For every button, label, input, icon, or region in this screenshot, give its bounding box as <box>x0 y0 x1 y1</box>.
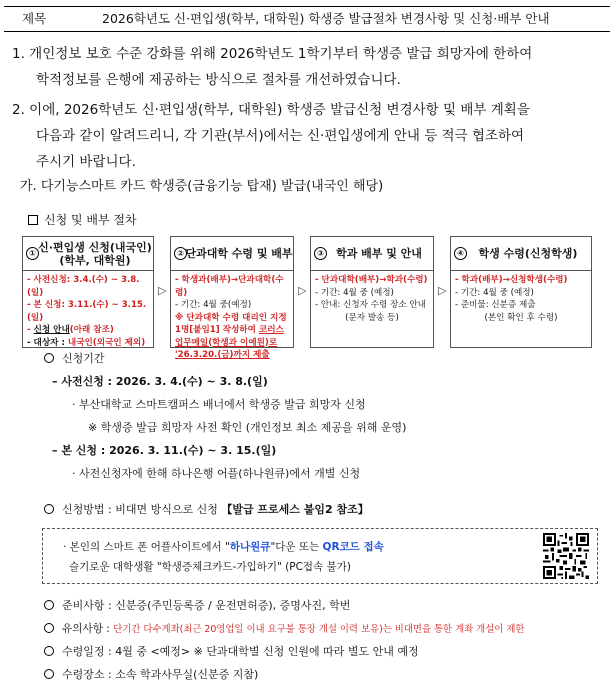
section-subheading-text: 신청 및 배부 절차 <box>44 213 137 227</box>
qr-code-icon[interactable] <box>543 533 589 579</box>
flow-step-1 <box>22 236 154 348</box>
step-title: 학과 배부 및 안내 <box>336 247 422 260</box>
flow-step-1-header <box>23 237 153 271</box>
circle-bullet-icon <box>44 646 54 656</box>
circle-bullet-icon <box>44 623 54 633</box>
step-line: - 신청 안내(아래 참조) <box>27 325 114 335</box>
step-number: ④ <box>454 247 467 260</box>
step-line: 업무메일(학생과 이예원)로 <box>175 337 278 348</box>
paragraph-2-line-3: 주시기 바랍니다. <box>36 154 136 170</box>
step-line: - 단과대학(배부)→학과(수령) <box>315 275 428 285</box>
preparation-items: 준비사항 : 신분증(주민등록증 / 운전면허증), 증명사진, 학번 <box>44 597 350 615</box>
main-application-period: – 본 신청 : 2026. 3. 11.(수) ~ 3. 15.(일) <box>52 444 277 457</box>
title-label: 제목 <box>22 11 47 26</box>
step-line: - 기간: 4월 중 (예정) <box>455 287 534 298</box>
circle-bullet-icon <box>44 504 54 514</box>
receive-place: 수령장소 : 소속 학과사무실(신분증 지참) <box>44 666 258 684</box>
flow-step-2-header <box>171 237 293 271</box>
step-number: ① <box>26 247 39 260</box>
main-application-desc: · 사전신청자에 한해 하나은행 어플(하나원큐)에서 개별 신청 <box>72 467 361 480</box>
step-line: '26.3.20.(금)까지 제출 <box>175 350 270 360</box>
hana-app-menu-path: 슬기로운 대학생활 "학생증체크카드-가입하기" (PC접속 불가) <box>69 561 351 573</box>
receive-schedule: 수령일정 : 4월 중 <예정> ※ 단과대학별 신청 인원에 따라 별도 안내 예정 <box>44 643 419 661</box>
flow-step-4-header <box>451 237 591 271</box>
pre-application-note: ※ 학생증 발급 희망자 사전 확인 (개인정보 최소 제공을 위해 운영) <box>88 421 407 434</box>
hana-app-instruction: · 본인의 스마트 폰 어플사이트에서 "하나원큐"다운 또는 QR코드 접속 <box>63 541 384 553</box>
document-title: 2026학년도 신·편입생(학부, 대학원) 학생증 발급절차 변경사항 및 신청·배부 안내 <box>102 11 550 26</box>
step-title: 신·편입생 신청(내국인) <box>38 240 152 254</box>
flow-step-3 <box>310 236 434 348</box>
paragraph-1-line-2: 학적정보를 은행에 제공하는 방식으로 절차를 개선하였습니다. <box>36 72 401 88</box>
step-line: - 학생과(배부)→단과대학(수령) <box>175 275 284 298</box>
paragraph-2-line-1: 2. 이에, 2026학년도 신·편입생(학부, 대학원) 학생증 발급신청 변경사항 및 배부 계획을 <box>12 102 530 118</box>
checkbox-square-icon <box>28 215 38 225</box>
document-title-bar <box>4 6 610 32</box>
flow-arrow-icon: ▷ <box>158 284 167 297</box>
flow-step-2 <box>170 236 294 360</box>
circle-bullet-icon <box>44 353 54 363</box>
flow-step-1-body <box>23 271 153 352</box>
pre-application-period: – 사전신청 : 2026. 3. 4.(수) ~ 3. 8.(일) <box>52 375 268 388</box>
step-line: - 본 신청: 3.11.(수) ~ 3.15.(일) <box>27 300 147 323</box>
step-line: - 기간: 4월 중(예정) <box>175 300 252 310</box>
paragraph-2-line-2: 다음과 같이 알려드리니, 각 기관(부서)에서는 신·편입생에게 안내 등 적극 협조하여 <box>36 128 525 144</box>
step-line: - 안내: 신청자 수령 장소 안내 <box>315 300 426 310</box>
paragraph-1-line-1: 1. 개인정보 보호 수준 강화를 위해 2026학년도 1학기부터 학생증 발급 희망자에 한하여 <box>12 46 533 62</box>
step-subtitle: (학부, 대학원) <box>59 253 131 267</box>
flow-step-3-body <box>311 271 433 327</box>
step-line: ※ 단과대학 수령 대리인 지정 <box>175 312 287 323</box>
step-number: ② <box>174 247 187 260</box>
step-line: - 학과(배부)→신청학생(수령) <box>455 275 568 285</box>
period-heading: 신청기간 <box>44 350 105 368</box>
section-a-heading: 가. 다기능스마트 카드 학생증(금융기능 탑재) 발급(내국인 해당) <box>20 179 384 194</box>
step-line: - 기간: 4월 중 (예정) <box>315 287 394 298</box>
step-line: (본인 확인 후 수령) <box>484 312 558 323</box>
step-title: 학생 수령(신청학생) <box>478 247 578 260</box>
step-line: - 대상자 : 내국인(외국인 제외) <box>27 337 146 348</box>
hana-app-info-box <box>42 528 598 584</box>
step-number: ③ <box>314 247 327 260</box>
flow-step-3-header <box>311 237 433 271</box>
pre-application-desc: · 부산대학교 스마트캠퍼스 배너에서 학생증 발급 희망자 신청 <box>72 398 366 411</box>
application-method: 신청방법 : 비대면 방식으로 신청 【발급 프로세스 붙임2 참조】 <box>44 501 369 519</box>
flow-arrow-icon: ▷ <box>298 284 307 297</box>
circle-bullet-icon <box>44 669 54 679</box>
step-line: (문자 발송 등) <box>345 312 399 323</box>
flow-step-4 <box>450 236 592 348</box>
step-title: 단과대학 수령 및 배부 <box>185 247 293 260</box>
caution-text: 단기간 다수계좌(최근 20영업일 이내 요구불 통장 개설 이력 보유)는 비대면을 통한 계좌 개설이 제한 <box>113 624 525 635</box>
flow-arrow-icon: ▷ <box>438 284 447 297</box>
caution: 유의사항 : 단기간 다수계좌(최근 20영업일 이내 요구불 통장 개설 이력 보유)는 비대면을 통한 계좌 개설이 제한 <box>44 620 524 639</box>
section-subheading <box>28 211 137 229</box>
step-line: 1명[붙임1] 작성하여 코러스 <box>175 325 284 335</box>
step-line: - 사전신청: 3.4.(수) ~ 3.8.(일) <box>27 275 140 298</box>
flow-step-4-body <box>451 271 591 327</box>
flow-step-2-body <box>171 271 293 365</box>
step-line: - 준비물: 신분증 제출 <box>455 300 536 310</box>
circle-bullet-icon <box>44 600 54 610</box>
